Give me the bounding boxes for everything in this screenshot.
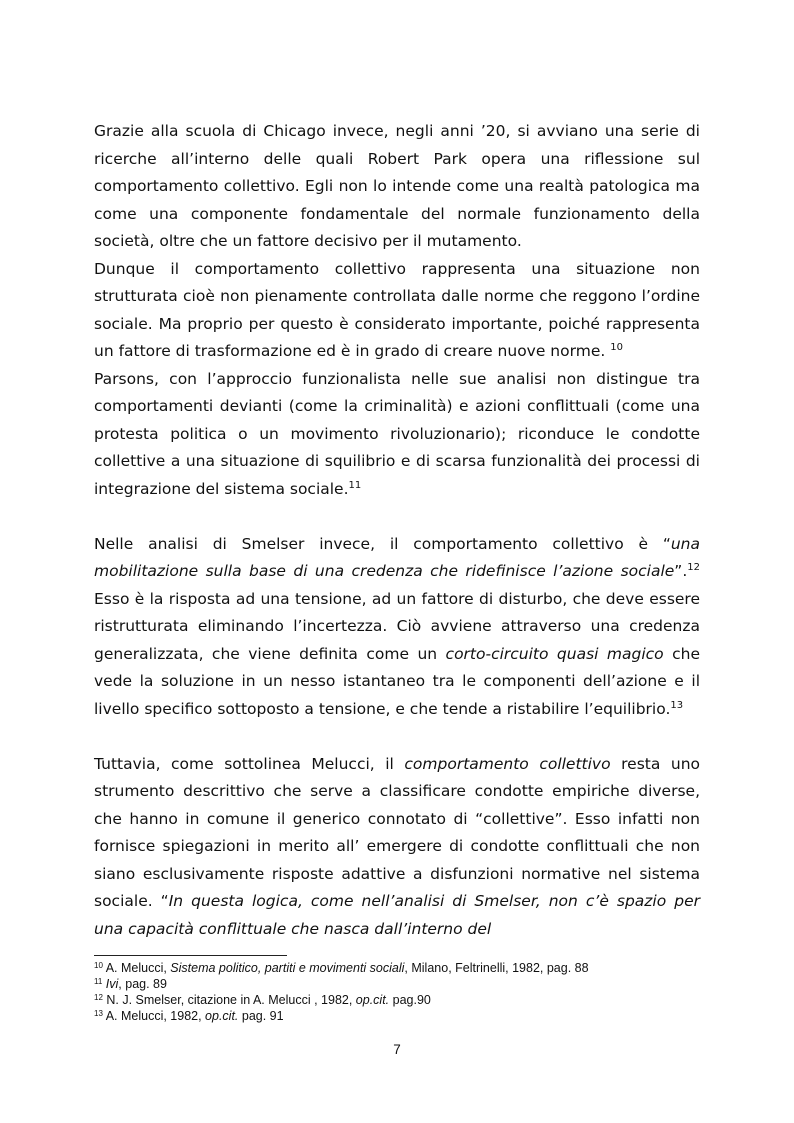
footnote (94, 1008, 700, 1024)
footnote (94, 992, 700, 1008)
footnote-number: 13 (94, 1009, 103, 1018)
footnotes (94, 960, 700, 1024)
footnote-number: 10 (94, 961, 103, 970)
paragraph (94, 256, 700, 366)
text-run: Esso è la risposta ad una tensione, ad un fattore di disturbo, che deve essere ristrutturata eliminando l’incertezza. Ciò avviene attraverso una credenza generalizzata, che viene definita come un (94, 589, 700, 663)
paragraph-gap (94, 503, 700, 531)
footnote-ref: 11 (348, 479, 362, 491)
text-run: pag. 91 (238, 1009, 284, 1023)
italic-text: corto-circuito quasi magico (445, 644, 664, 663)
page-number: 7 (393, 1042, 401, 1057)
footnote-ref: 13 (670, 699, 684, 711)
text-run: resta uno strumento descrittivo che serve a classificare condotte empiriche diverse, che hanno in comune il generico connotato di “collettive”. Esso infatti non fornisce spiegazioni in merito all’ emergere di condotte conflittuali che non siano esclusivamente risposte adattive a disfunzioni normative nel sistema sociale. “ (94, 754, 701, 910)
italic-text: op.cit. (355, 993, 390, 1007)
text-run: Grazie alla scuola di Chicago invece, negli anni ’20, si avviano una serie di ricerche all’interno delle quali Robert Park opera una riflessione sul comportamento collettivo. Egli non lo intende come una realtà patologica ma come una componente fondamentale del normale funzionamento della società, oltre che un fattore decisivo per il mutamento. (94, 122, 700, 250)
italic-text: Ivi (105, 977, 119, 991)
text-run: pag.90 (389, 993, 431, 1007)
text-run: che vede la soluzione in un nesso istantaneo tra le componenti dell’azione e il livello specifico sottoposto a tensione, e che tende a ristabilire l’equilibrio. (94, 644, 700, 718)
text-run: Parsons, con l’approccio funzionalista nelle sue analisi non distingue tra comportamenti devianti (come la criminalità) e azioni conflittuali (come una protesta politica o un movimento rivoluzionario); riconduce le condotte collettive a una situazione di squilibrio e di scarsa funzionalità dei processi di integrazione del sistema sociale. (94, 369, 700, 498)
italic-text: Sistema politico, partiti e movimenti sociali (170, 961, 405, 975)
italic-text: una mobilitazione sulla base di una credenza che ridefinisce l’azione sociale (94, 534, 700, 580)
text-run: N. J. Smelser, citazione in A. Melucci , 1982, (102, 993, 356, 1007)
paragraph (94, 751, 700, 944)
text-run: ”. (674, 562, 688, 580)
text-run: Tuttavia, come sottolinea Melucci, il (94, 754, 405, 773)
text-run: Dunque il comportamento collettivo rappresenta una situazione non strutturata cioè non pienamente controllata dalle norme che reggono l’ordine sociale. Ma proprio per questo è considerato importante, poiché rappresenta un fattore di trasformazione ed è in grado di creare nuove norme. (94, 259, 700, 360)
footnote-ref: 10 (610, 342, 623, 353)
footnote-ref: 12 (687, 562, 700, 573)
text-run: A. Melucci, (102, 961, 171, 975)
paragraph (94, 118, 700, 256)
footnote-separator (94, 955, 287, 956)
footnote (94, 960, 700, 976)
body-text (94, 118, 700, 943)
paragraph (94, 366, 700, 504)
text-run: A. Melucci, 1982, (102, 1009, 206, 1023)
italic-text: comportamento collettivo (404, 754, 611, 773)
text-run: Nelle analisi di Smelser invece, il comportamento collettivo è “ (94, 534, 671, 553)
footnote-number: 12 (94, 993, 103, 1002)
italic-text: In questa logica, come nell’analisi di Smelser, non c’è spazio per una capacità conflittuale che nasca dall’interno del (94, 892, 700, 938)
text-run: , pag. 89 (118, 977, 167, 991)
italic-text: op.cit. (205, 1009, 239, 1023)
paragraph (94, 531, 700, 724)
footnote (94, 976, 700, 992)
footnote-number: 11 (94, 977, 103, 986)
paragraph-gap (94, 723, 700, 751)
text-run: , Milano, Feltrinelli, 1982, pag. 88 (404, 961, 589, 975)
